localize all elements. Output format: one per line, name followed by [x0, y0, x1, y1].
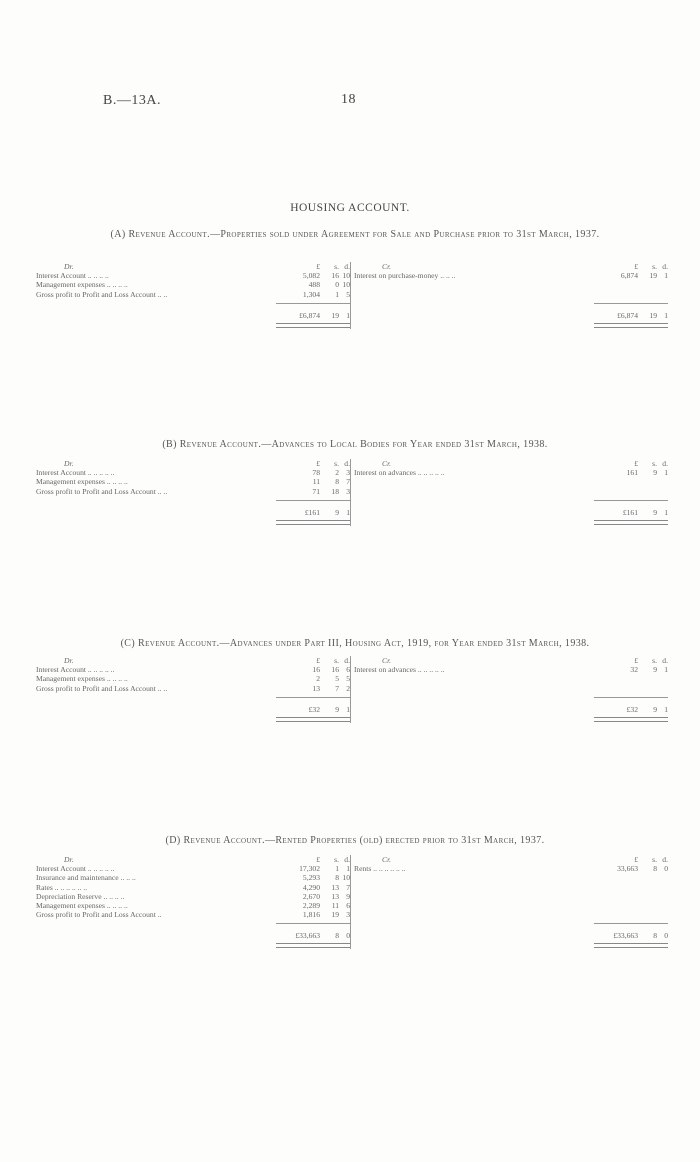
shillings-value: 13: [331, 882, 339, 892]
dr-entry-row: [36, 468, 350, 477]
entry-label: [36, 665, 114, 674]
pounds-value: 4,290: [302, 882, 320, 892]
pounds-value: 33,663: [617, 864, 638, 874]
pounds-symbol: £: [316, 656, 320, 665]
page-reference: B.—13A.: [103, 93, 161, 108]
pounds-value: 161: [626, 468, 638, 478]
cr-total-row: [354, 705, 668, 714]
pounds-value: 5,293: [302, 873, 320, 883]
entry-label-text: Interest on advances: [354, 665, 416, 675]
shillings-symbol: s.: [334, 262, 339, 271]
entry-label-text: Gross profit to Profit and Loss Account: [36, 486, 156, 496]
entry-label: [36, 280, 128, 289]
entry-label: [36, 674, 128, 683]
shillings-symbol: s.: [334, 459, 339, 468]
pence-value: 2: [346, 683, 350, 693]
dot-leader: .. .. .. ..: [103, 891, 125, 901]
dr-heading: Dr.: [64, 459, 74, 468]
pence-symbol: d.: [662, 855, 668, 864]
shillings-value: 11: [331, 900, 339, 910]
pence-symbol: d.: [662, 656, 668, 665]
shillings-value: 16: [331, 665, 339, 675]
dot-leader: .. .. .. ..: [87, 271, 109, 281]
dr-entry-row: [36, 901, 350, 910]
dr-heading: Dr.: [64, 656, 74, 665]
double-rule: [594, 520, 668, 525]
shillings-value: 9: [653, 507, 657, 517]
entry-label-text: Management expenses: [36, 477, 105, 487]
entry-label: [36, 684, 167, 693]
cr-heading-row: [354, 459, 668, 468]
entry-label-text: Interest Account: [36, 864, 86, 874]
pounds-value: 1,816: [302, 910, 320, 920]
shillings-value: 18: [331, 486, 339, 496]
pounds-value: 2,670: [302, 891, 320, 901]
dr-total-row: [36, 508, 350, 517]
pence-symbol: d.: [662, 262, 668, 271]
document-title: HOUSING ACCOUNT.: [290, 202, 410, 214]
dr-entry-row: [36, 290, 350, 299]
pence-value: 10: [342, 280, 350, 290]
subtotal-rule: [594, 500, 668, 501]
column-divider: [350, 656, 351, 723]
pounds-value: £33,663: [613, 931, 638, 941]
subtotal-rule: [276, 697, 350, 698]
cr-heading-row: [354, 855, 668, 864]
dr-entry-row: [36, 271, 350, 280]
dot-leader: .. .. .. .. ..: [417, 665, 445, 675]
pounds-value: £32: [308, 704, 320, 714]
account-caption-c: (C) Revenue Account.—Advances under Part III, Housing Act, 1919, for Year ended 31st March, 1938.: [120, 638, 590, 649]
pence-value: 1: [346, 310, 350, 320]
pence-symbol: d.: [344, 459, 350, 468]
entry-label-text: Rents: [354, 864, 372, 874]
dr-side: [36, 262, 350, 320]
pounds-value: £33,663: [295, 931, 320, 941]
shillings-value: 9: [653, 704, 657, 714]
pence-value: 6: [346, 900, 350, 910]
account-caption-a: (A) Revenue Account.—Properties sold under Agreement for Sale and Purchase prior to 31st March, 1937.: [110, 229, 600, 240]
pence-value: 1: [664, 507, 668, 517]
cr-side: [354, 459, 668, 517]
entry-label-text: Interest Account: [36, 271, 86, 281]
entry-label: [36, 271, 109, 280]
double-rule: [594, 717, 668, 722]
double-rule: [276, 323, 350, 328]
pence-value: 1: [664, 704, 668, 714]
shillings-value: 9: [335, 507, 339, 517]
pence-value: 7: [346, 882, 350, 892]
shillings-value: 8: [653, 864, 657, 874]
entry-label-text: Interest Account: [36, 665, 86, 675]
entry-label: [36, 883, 87, 892]
entry-label: [36, 477, 128, 486]
pounds-value: 71: [312, 486, 320, 496]
subtotal-rule: [594, 923, 668, 924]
cr-side: [354, 656, 668, 714]
entry-label-text: Management expenses ..: [36, 280, 111, 290]
entry-label-text: Interest on purchase-money: [354, 271, 439, 281]
pence-value: 9: [346, 891, 350, 901]
dr-entry-row: [36, 883, 350, 892]
dr-heading-row: [36, 855, 350, 864]
pounds-value: 78: [312, 468, 320, 478]
dr-entry-row: [36, 873, 350, 882]
dr-entry-row: [36, 280, 350, 289]
dot-leader: ..: [157, 910, 162, 920]
entry-label-text: Depreciation Reserve: [36, 891, 102, 901]
pence-value: 3: [346, 910, 350, 920]
shillings-value: 13: [331, 891, 339, 901]
entry-label: [36, 468, 114, 477]
dot-leader: .. .. .. .. .. ..: [373, 864, 406, 874]
dot-leader: .. .. .. .. ..: [417, 468, 445, 478]
dr-total-row: [36, 705, 350, 714]
shillings-symbol: s.: [334, 656, 339, 665]
shillings-symbol: s.: [652, 855, 657, 864]
dr-heading-row: [36, 656, 350, 665]
dr-heading: Dr.: [64, 262, 74, 271]
shillings-value: 16: [331, 271, 339, 281]
entry-label: [36, 910, 162, 919]
account-b: [36, 459, 668, 528]
dr-entry-row: [36, 892, 350, 901]
dr-heading-row: [36, 262, 350, 271]
cr-heading: Cr.: [382, 262, 392, 271]
dr-entry-row: [36, 477, 350, 486]
cr-total-row: [354, 508, 668, 517]
pence-value: 1: [664, 665, 668, 675]
entry-label-text: Rates: [36, 882, 53, 892]
double-rule: [276, 520, 350, 525]
shillings-symbol: s.: [652, 656, 657, 665]
subtotal-rule: [276, 500, 350, 501]
shillings-value: 19: [649, 271, 657, 281]
dr-side: [36, 855, 350, 941]
entry-label: [354, 271, 455, 280]
dot-leader: .. .. .. .. .. ..: [54, 882, 88, 892]
pounds-value: 6,874: [620, 271, 638, 281]
pence-symbol: d.: [662, 459, 668, 468]
column-divider: [350, 262, 351, 329]
pence-value: 3: [346, 486, 350, 496]
pence-value: 0: [664, 864, 668, 874]
pounds-value: £6,874: [617, 310, 638, 320]
dot-leader: .. .. .. ..: [106, 900, 128, 910]
entry-label: [36, 864, 114, 873]
pence-value: 1: [346, 864, 350, 874]
entry-label: [354, 468, 444, 477]
pence-value: 1: [664, 271, 668, 281]
pence-value: 1: [664, 310, 668, 320]
pence-value: 5: [346, 674, 350, 684]
entry-label: [354, 665, 444, 674]
pence-value: 1: [346, 704, 350, 714]
pence-value: 0: [346, 931, 350, 941]
pounds-symbol: £: [316, 855, 320, 864]
cr-heading: Cr.: [382, 656, 392, 665]
pounds-symbol: £: [316, 262, 320, 271]
shillings-value: 19: [331, 910, 339, 920]
dot-leader: .. .. .. ..: [106, 674, 128, 684]
dot-leader: .. ..: [157, 486, 168, 496]
cr-total-row: [354, 311, 668, 320]
cr-entry-row: [354, 665, 668, 674]
pounds-value: £161: [304, 507, 320, 517]
entry-label-text: Gross profit to Profit and Loss Account: [36, 910, 156, 920]
entry-label: [36, 290, 167, 299]
cr-heading-row: [354, 262, 668, 271]
pence-value: 5: [346, 289, 350, 299]
cr-heading: Cr.: [382, 459, 392, 468]
pounds-value: 2: [316, 674, 320, 684]
entry-label: [36, 892, 124, 901]
shillings-value: 8: [335, 931, 339, 941]
dr-entry-row: [36, 665, 350, 674]
account-caption-b: (B) Revenue Account.—Advances to Local Bodies for Year ended 31st March, 1938.: [162, 439, 548, 450]
account-c: [36, 656, 668, 725]
dr-heading-row: [36, 459, 350, 468]
pounds-value: £161: [622, 507, 638, 517]
pounds-value: 17,302: [299, 864, 320, 874]
pounds-value: 13: [312, 683, 320, 693]
dr-entry-row: [36, 864, 350, 873]
pence-value: 10: [342, 271, 350, 281]
dot-leader: .. .. ..: [440, 271, 456, 281]
entry-label: [354, 864, 406, 873]
pounds-symbol: £: [634, 262, 638, 271]
shillings-value: 1: [335, 289, 339, 299]
entry-label-text: Interest Account: [36, 468, 86, 478]
column-divider: [350, 855, 351, 949]
entry-label-text: Management expenses: [36, 674, 105, 684]
subtotal-rule: [594, 697, 668, 698]
pounds-value: 488: [308, 280, 320, 290]
shillings-value: 8: [335, 477, 339, 487]
pence-value: 1: [346, 507, 350, 517]
cr-entry-row: [354, 271, 668, 280]
shillings-value: 5: [335, 674, 339, 684]
subtotal-rule: [276, 303, 350, 304]
pence-symbol: d.: [344, 262, 350, 271]
pence-value: 6: [346, 665, 350, 675]
dr-entry-row: [36, 684, 350, 693]
shillings-symbol: s.: [334, 855, 339, 864]
dot-leader: .. .. .. ..: [106, 477, 128, 487]
dot-leader: .. .. .. .. ..: [87, 864, 115, 874]
dr-side: [36, 459, 350, 517]
account-caption-d: (D) Revenue Account.—Rented Properties (old) erected prior to 31st March, 1937.: [165, 835, 545, 846]
pounds-symbol: £: [634, 656, 638, 665]
pounds-value: 32: [630, 665, 638, 675]
pounds-value: 16: [312, 665, 320, 675]
column-divider: [350, 459, 351, 526]
shillings-value: 9: [335, 704, 339, 714]
double-rule: [276, 943, 350, 948]
dot-leader: .. .. .. .. ..: [87, 665, 115, 675]
double-rule: [594, 323, 668, 328]
cr-heading: Cr.: [382, 855, 392, 864]
cr-total-row: [354, 931, 668, 940]
pence-value: 1: [664, 468, 668, 478]
account-d: [36, 855, 668, 951]
shillings-symbol: s.: [652, 262, 657, 271]
dr-entry-row: [36, 910, 350, 919]
pounds-value: £6,874: [299, 310, 320, 320]
entry-label: [36, 487, 167, 496]
dr-heading: Dr.: [64, 855, 74, 864]
cr-entry-row: [354, 864, 668, 873]
entry-label-text: Gross profit to Profit and Loss Account: [36, 289, 156, 299]
pounds-symbol: £: [316, 459, 320, 468]
dr-total-row: [36, 311, 350, 320]
shillings-value: 19: [331, 310, 339, 320]
shillings-value: 9: [653, 468, 657, 478]
dr-entry-row: [36, 674, 350, 683]
dot-leader: .. .. ..: [120, 873, 136, 883]
subtotal-rule: [594, 303, 668, 304]
entry-label: [36, 873, 136, 882]
shillings-value: 19: [649, 310, 657, 320]
shillings-value: 7: [335, 683, 339, 693]
account-a: [36, 262, 668, 331]
pence-value: 0: [664, 931, 668, 941]
pence-value: 7: [346, 477, 350, 487]
pounds-value: 5,082: [302, 271, 320, 281]
shillings-value: 9: [653, 665, 657, 675]
pence-value: 10: [342, 873, 350, 883]
pounds-value: 1,304: [302, 289, 320, 299]
dot-leader: .. ..: [157, 289, 168, 299]
dot-leader: .. .. .. .. ..: [87, 468, 115, 478]
entry-label: [36, 901, 128, 910]
pence-symbol: d.: [344, 855, 350, 864]
shillings-symbol: s.: [652, 459, 657, 468]
pounds-value: £32: [626, 704, 638, 714]
pounds-value: 11: [312, 477, 320, 487]
subtotal-rule: [276, 923, 350, 924]
shillings-value: 1: [335, 864, 339, 874]
dr-entry-row: [36, 487, 350, 496]
shillings-value: 8: [335, 873, 339, 883]
shillings-value: 2: [335, 468, 339, 478]
dr-total-row: [36, 931, 350, 940]
cr-heading-row: [354, 656, 668, 665]
dr-side: [36, 656, 350, 714]
shillings-value: 0: [335, 280, 339, 290]
pounds-symbol: £: [634, 855, 638, 864]
pence-value: 3: [346, 468, 350, 478]
cr-side: [354, 262, 668, 320]
cr-side: [354, 855, 668, 941]
entry-label-text: Management expenses: [36, 900, 105, 910]
cr-entry-row: [354, 468, 668, 477]
page-number: 18: [341, 92, 356, 107]
shillings-value: 8: [653, 931, 657, 941]
pounds-symbol: £: [634, 459, 638, 468]
dot-leader: .. ..: [157, 683, 168, 693]
pounds-value: 2,289: [302, 900, 320, 910]
pence-symbol: d.: [344, 656, 350, 665]
double-rule: [594, 943, 668, 948]
dot-leader: .. .. ..: [112, 280, 128, 290]
entry-label-text: Insurance and maintenance: [36, 873, 119, 883]
double-rule: [276, 717, 350, 722]
entry-label-text: Gross profit to Profit and Loss Account: [36, 683, 156, 693]
entry-label-text: Interest on advances: [354, 468, 416, 478]
